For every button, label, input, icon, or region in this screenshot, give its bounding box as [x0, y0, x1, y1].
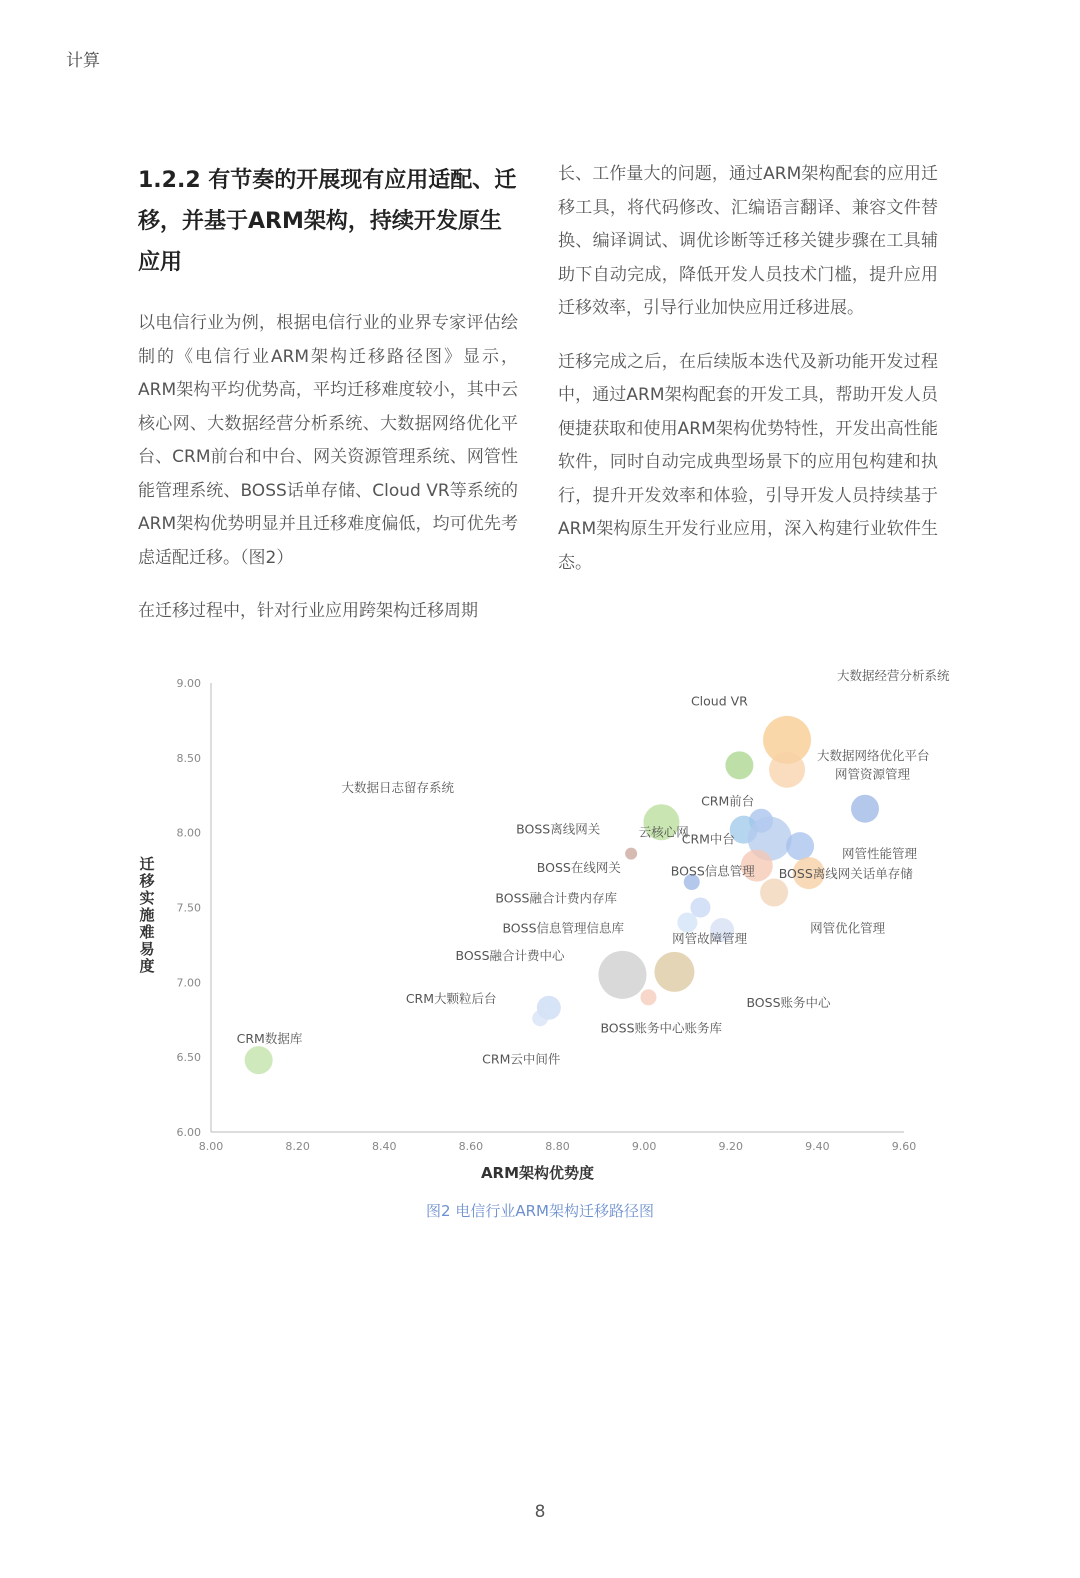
- point-label: BOSS离线网关话单存储: [778, 866, 913, 882]
- point-label: 网管资源管理: [835, 766, 911, 782]
- y-axis-title: 迁移实施难易度: [139, 855, 155, 975]
- y-tick-label: 8.00: [176, 826, 201, 840]
- point-label: CRM云中间件: [482, 1051, 561, 1067]
- scatter-point: [598, 951, 646, 999]
- x-tick-label: 9.00: [631, 1140, 657, 1153]
- scatter-point: [769, 752, 805, 788]
- x-tick-label: 9.40: [805, 1140, 830, 1153]
- x-tick-label: 9.60: [891, 1140, 917, 1153]
- scatter-point: [760, 879, 788, 907]
- y-tick-label: 6.00: [176, 1126, 201, 1139]
- point-label: BOSS在线网关: [536, 860, 621, 876]
- y-tick-label: 7.00: [176, 976, 201, 990]
- x-tick-label: 9.20: [718, 1140, 743, 1153]
- x-tick-label: 8.40: [372, 1140, 397, 1153]
- point-label: CRM前台: [701, 793, 755, 809]
- point-label: BOSS信息管理信息库: [502, 920, 625, 936]
- point-label: BOSS融合计费内存库: [495, 890, 618, 906]
- paragraph: 以电信行业为例，根据电信行业的业界专家评估绘制的《电信行业ARM架构迁移路径图》显示，ARM架构平均优势高，平均迁移难度较小，其中云核心网、大数据经营分析系统、大数据网络优化平台、CRM前台和中台、网关资源管理系统、网管性能管理系统、BOSS话单存储、Cloud VR等系统的ARM架构优势明显并且迁移难度偏低，均可优先考虑适配迁移。（图2）: [138, 313, 518, 568]
- point-label: BOSS离线网关: [516, 821, 601, 837]
- point-label: CRM中台: [681, 831, 735, 847]
- y-tick-label: 7.50: [176, 901, 201, 915]
- scatter-point: [245, 1046, 273, 1074]
- x-tick-label: 8.60: [458, 1140, 484, 1153]
- scatter-point: [677, 912, 697, 932]
- point-label: BOSS账务中心账务库: [600, 1020, 723, 1036]
- paragraph: 长、工作量大的问题，通过ARM架构配套的应用迁移工具，将代码修改、汇编语言翻译、兼容文件替换、编译调试、调优诊断等迁移关键步骤在工具辅助下自动完成，降低开发人员技术门槛，提升应用迁移效率，引导行业加快应用迁移进展。: [558, 164, 938, 318]
- point-label: 网管性能管理: [842, 846, 918, 862]
- y-tick-label: 8.50: [176, 751, 201, 765]
- point-label: 网管故障管理: [672, 930, 748, 946]
- x-axis-title: ARM架构优势度: [480, 1164, 595, 1182]
- point-label: BOSS融合计费中心: [455, 947, 565, 963]
- point-label: 大数据经营分析系统: [837, 667, 950, 683]
- y-tick-label: 9.00: [176, 677, 201, 690]
- scatter-point: [851, 795, 879, 823]
- point-label: 网管优化管理: [810, 920, 886, 936]
- scatter-point: [786, 832, 814, 860]
- point-label: BOSS信息管理: [670, 863, 755, 879]
- scatter-point: [625, 848, 637, 860]
- point-label: 云核心网: [638, 824, 689, 840]
- point-label: CRM数据库: [236, 1031, 303, 1047]
- y-tick-label: 6.50: [176, 1051, 201, 1065]
- scatter-point: [640, 989, 656, 1005]
- paragraph: 迁移完成之后，在后续版本迭代及新功能开发过程中，通过ARM架构配套的开发工具，帮助开发人员便捷获取和使用ARM架构优势特性，开发出高性能软件，同时自动完成典型场景下的应用包构建和执行，提升开发效率和体验，引导开发人员持续基于ARM架构原生开发行业应用，深入构建行业软件生态。: [558, 351, 938, 573]
- point-label: CRM大颗粒后台: [405, 990, 497, 1006]
- scatter-point: [725, 751, 753, 779]
- point-label: Cloud VR: [690, 693, 748, 709]
- point-label: BOSS账务中心: [746, 994, 831, 1010]
- running-header: 计算: [66, 51, 100, 71]
- scatter-point: [654, 952, 694, 992]
- scatter-point: [532, 1010, 548, 1026]
- figure-caption: 图2 电信行业ARM架构迁移路径图: [426, 1202, 654, 1220]
- x-tick-label: 8.20: [285, 1140, 310, 1153]
- point-label: 大数据日志留存系统: [341, 780, 454, 796]
- page-number: 8: [534, 1502, 546, 1522]
- paragraph: 在迁移过程中，针对行业应用跨架构迁移周期: [138, 601, 478, 621]
- x-tick-label: 8.00: [198, 1140, 224, 1153]
- section-title: 1.2.2 有节奏的开展现有应用适配、迁移，并基于ARM架构，持续开发原生应用: [138, 168, 517, 275]
- point-label: 大数据网络优化平台: [817, 747, 930, 763]
- x-tick-label: 8.80: [545, 1140, 570, 1153]
